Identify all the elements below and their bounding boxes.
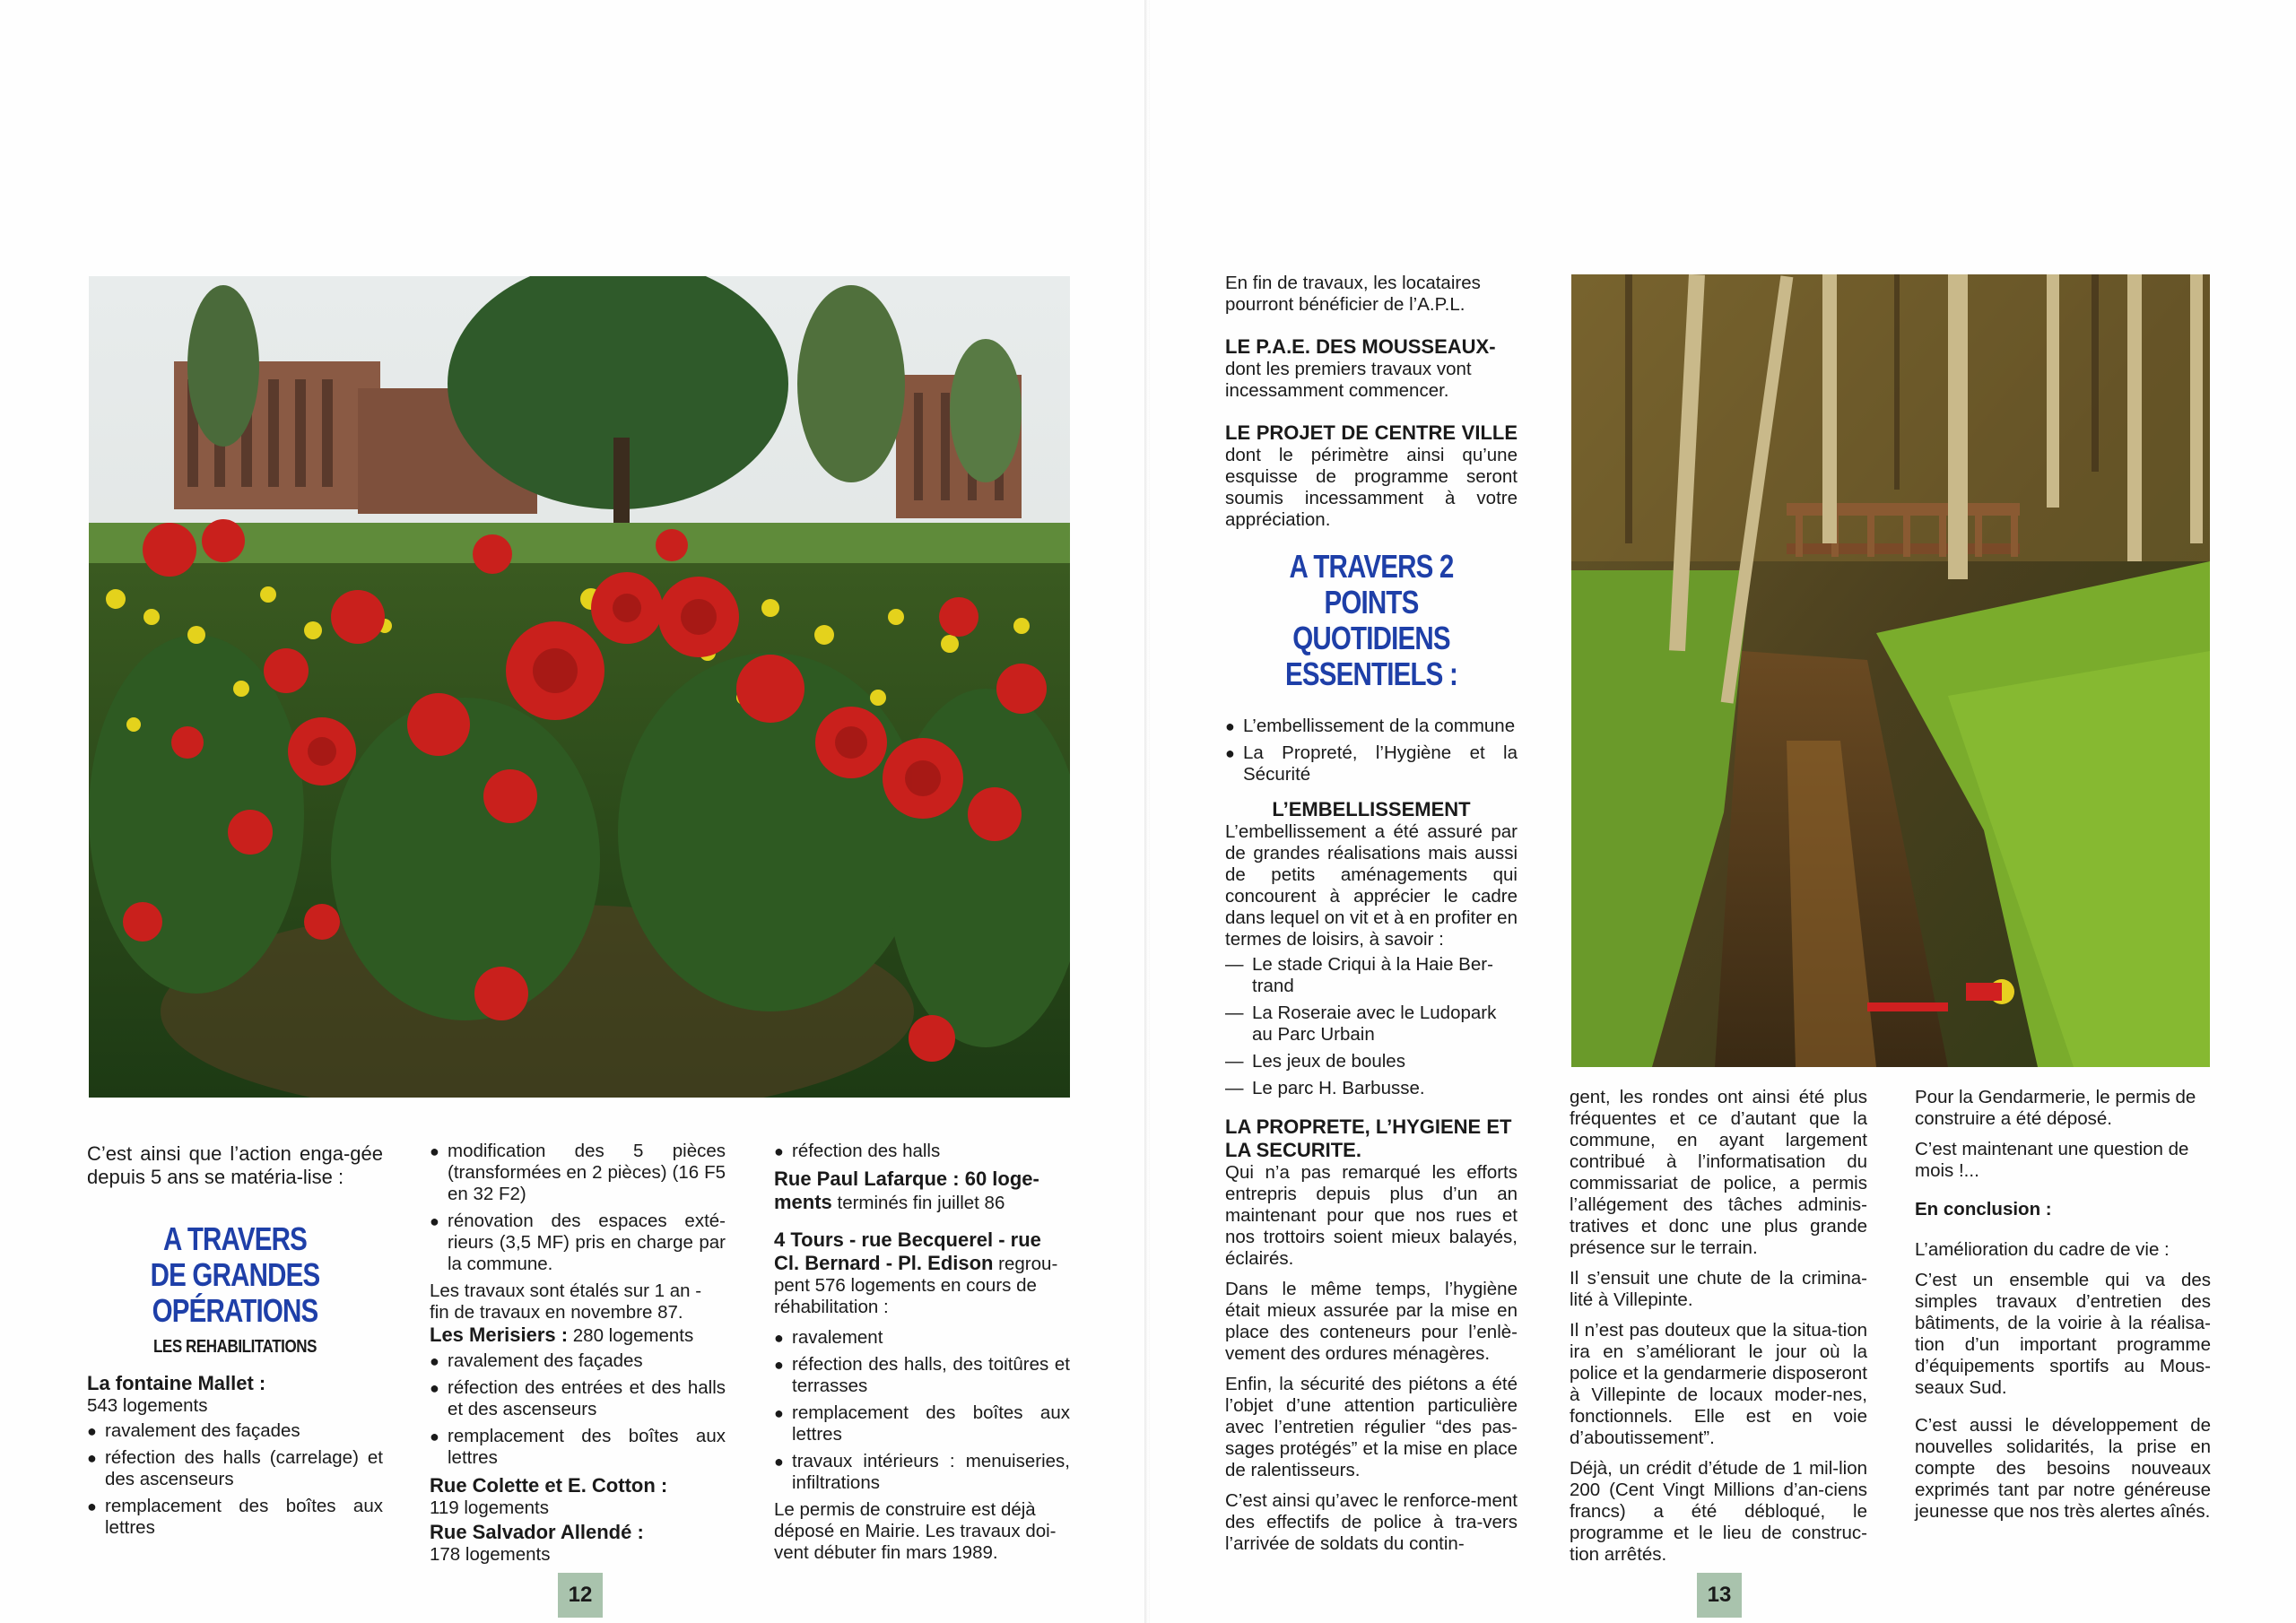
projet-paragraph [1225,421,1518,531]
merisiers-line [430,1324,726,1347]
colette-count: 119 logements [430,1497,549,1518]
colette-title: Rue Colette et E. Cotton : [430,1474,668,1497]
right-page [1150,0,2296,1623]
proprete-p2: Dans le même temps, l’hygiène était mieux assurée par la mise en place des conteneurs pour l’enlè-vement des ordures ménagères. [1225,1279,1518,1364]
left-page [0,0,1146,1623]
projet-title: LE PROJET DE CENTRE VILLE [1225,421,1518,444]
list-item: — Le stade Criqui à la Haie Ber-trand [1225,954,1518,997]
embellissement-title: L’EMBELLISSEMENT [1272,798,1471,820]
list-item: — Le parc H. Barbusse. [1225,1078,1518,1099]
proprete-p3: Enfin, la sécurité des piétons a été l’objet d’une attention particulière avec l’entretien régulier “des pas-sages protégés” et la mise en place de ralentisseurs. [1225,1374,1518,1480]
page-number-13: 13 [1697,1573,1742,1618]
col3-p2: C’est maintenant une question de mois !... [1915,1139,2189,1181]
embellissement-list [1225,954,1518,1099]
lafarque-title: Rue Paul Lafarque : 60 loge-ments [774,1167,1039,1213]
list-item: ● La Propreté, l’Hygiène et la Sécurité [1225,742,1518,785]
grandes-operations-heading [87,1221,383,1329]
left-column-3 [774,1141,1070,1573]
projet-text: dont le périmètre ainsi qu’une esquisse de programme seront soumis incessamment à votre appréciation. [1225,445,1518,530]
col3-p1: Pour la Gendarmerie, le permis de construire a été déposé. [1915,1087,2196,1129]
apl-paragraph: En fin de travaux, les locataires pourront bénéficier de l’A.P.L. [1225,273,1481,315]
col2-p3: Il n’est pas douteux que la situa-tion ira en s’améliorant le jour où la police et la gendarmerie disposeront à Villepinte de locaux moder-nes, fonctionnels. Elle est en voie d’aboutissement”. [1570,1320,1867,1448]
col3-p3: L’amélioration du cadre de vie : [1915,1239,2170,1260]
col2-p4: Déjà, un crédit d’étude de 1 mil-lion 200 (Cent Vingt Millions d’an-ciens francs) a été débloqué, le programme et le lieu de construc-tion arrêtés. [1570,1458,1867,1565]
col3-top-list [774,1141,1070,1162]
heading-line: DE GRANDES [150,1256,320,1293]
fontaine-mallet-list [87,1420,383,1539]
permis-paragraph: Le permis de construire est déjà déposé en Mairie. Les travaux doi-vent débuter fin mars 1989. [774,1499,1057,1563]
col3-p4: C’est un ensemble qui va des simples travaux d’entretien des bâtiments, de la voirie à la réalisa-tion d’un important programme d’équipements sportifs au Mous-seaux Sud. [1915,1270,2211,1398]
forest-stream-photo [1571,274,2210,1067]
pae-text: dont les premiers travaux vont incessamment commencer. [1225,359,1472,401]
merisiers-title: Les Merisiers : [430,1324,569,1346]
list-item: ● ravalement [774,1327,1070,1349]
tours-paragraph [774,1228,1070,1318]
heading-line: QUOTIDIENS [1292,620,1450,656]
list-item: ● modification des 5 pièces (transformées en 2 pièces) (16 F5 en 32 F2) [430,1141,726,1205]
col3-p5: C’est aussi le développement de nouvelles solidarités, la prise en compte des besoins nouveaux exprimés tant par notre généreuse jeunesse que nos très alertes aînés. [1915,1415,2211,1522]
list-item: — Les jeux de boules [1225,1051,1518,1072]
col2-p1: gent, les rondes ont ainsi été plus fréquentes et ce d’autant que la commune, en ayant largement contribué à l’informatisation du commissariat de police, a permis l’allégement des tâches adminis-tratives et donc une plus grande présence sur le terrain. [1570,1087,1867,1258]
list-item: ● réfection des halls, des toitûres et terrasses [774,1354,1070,1397]
lafarque-paragraph [774,1167,1070,1214]
list-item: ● travaux intérieurs : menuiseries, infiltrations [774,1451,1070,1494]
list-item: ● L’embellissement de la commune [1225,716,1518,737]
page-number-12: 12 [558,1573,603,1618]
list-item: ● réfection des entrées et des halls et des ascenseurs [430,1377,726,1420]
col2-top-list [430,1141,726,1275]
right-column-2 [1570,1087,1867,1575]
fontaine-mallet-count: 543 logements [87,1395,208,1416]
pae-title: LE P.A.E. DES MOUSSEAUX- [1225,335,1496,358]
embellissement-text: L’embellissement a été assuré par de grandes réalisations mais aussi de petits aménagements qui concourent à apprécier le cadre dans lequel on vit et à en profiter en termes de loisirs, à savoir : [1225,821,1518,950]
deux-points-heading [1225,549,1518,692]
allende-count: 178 logements [430,1544,551,1565]
schedule-text: Les travaux sont étalés sur 1 an - fin de travaux en novembre 87. [430,1280,702,1323]
allende-title: Rue Salvador Allendé : [430,1521,644,1543]
list-item: ● remplacement des boîtes aux lettres [774,1402,1070,1445]
proprete-title: LA PROPRETE, L’HYGIENE ET LA SECURITE. [1225,1115,1512,1161]
list-item: ● ravalement des façades [87,1420,383,1442]
tours-text: regrou-pent 576 logements en cours de réhabilitation : [774,1254,1058,1317]
heading-line: A TRAVERS 2 POINTS [1289,548,1454,621]
rose-garden-illustration [89,276,1070,1098]
list-item: ● rénovation des espaces exté-rieurs (3,5 MF) pris en charge par la commune. [430,1211,726,1275]
list-item: ● réfection des halls [774,1141,1070,1162]
list-item: ● remplacement des boîtes aux lettres [430,1426,726,1469]
rehabilitations-subheading: LES REHABILITATIONS [152,1337,317,1357]
col2-p2: Il s’ensuit une chute de la crimina-lité à Villepinte. [1570,1268,1867,1310]
intro-paragraph: C’est ainsi que l’action enga-gée depuis 5 ans se matéria-lise : [87,1142,383,1188]
heading-line: OPÉRATIONS [152,1292,318,1329]
list-item: — La Roseraie avec le Ludopark au Parc Urbain [1225,1002,1518,1046]
merisiers-count: 280 logements [568,1325,694,1346]
rose-garden-photo [89,276,1070,1098]
left-column-1 [87,1142,383,1544]
tours-title: 4 Tours - rue Becquerel - rue Cl. Bernard - Pl. Edison [774,1228,1041,1274]
left-column-2 [430,1141,726,1566]
heading-line: ESSENTIELS : [1285,655,1457,692]
proprete-p1: Qui n’a pas remarqué les efforts entrepris depuis plus d’un an maintenant pour que nos rues et nos trottoirs soient mieux balayés, éclairés. [1225,1162,1518,1269]
merisiers-list [430,1350,726,1469]
forest-stream-illustration [1571,274,2210,1067]
heading-line: A TRAVERS [163,1220,307,1257]
proprete-p4: C’est ainsi qu’avec le renforce-ment des effectifs de police à tra-vers l’arrivée de soldats du contin- [1225,1490,1518,1554]
list-item: ● remplacement des boîtes aux lettres [87,1496,383,1539]
right-column-3 [1915,1087,2211,1532]
lafarque-text: terminés fin juillet 86 [831,1193,1005,1213]
right-column-1 [1225,273,1518,1564]
conclusion-title: En conclusion : [1915,1199,2052,1219]
list-item: ● réfection des halls (carrelage) et des ascenseurs [87,1447,383,1490]
tours-list [774,1327,1070,1494]
list-item: ● ravalement des façades [430,1350,726,1372]
fontaine-mallet-title: La fontaine Mallet : [87,1372,266,1394]
points-list [1225,716,1518,785]
